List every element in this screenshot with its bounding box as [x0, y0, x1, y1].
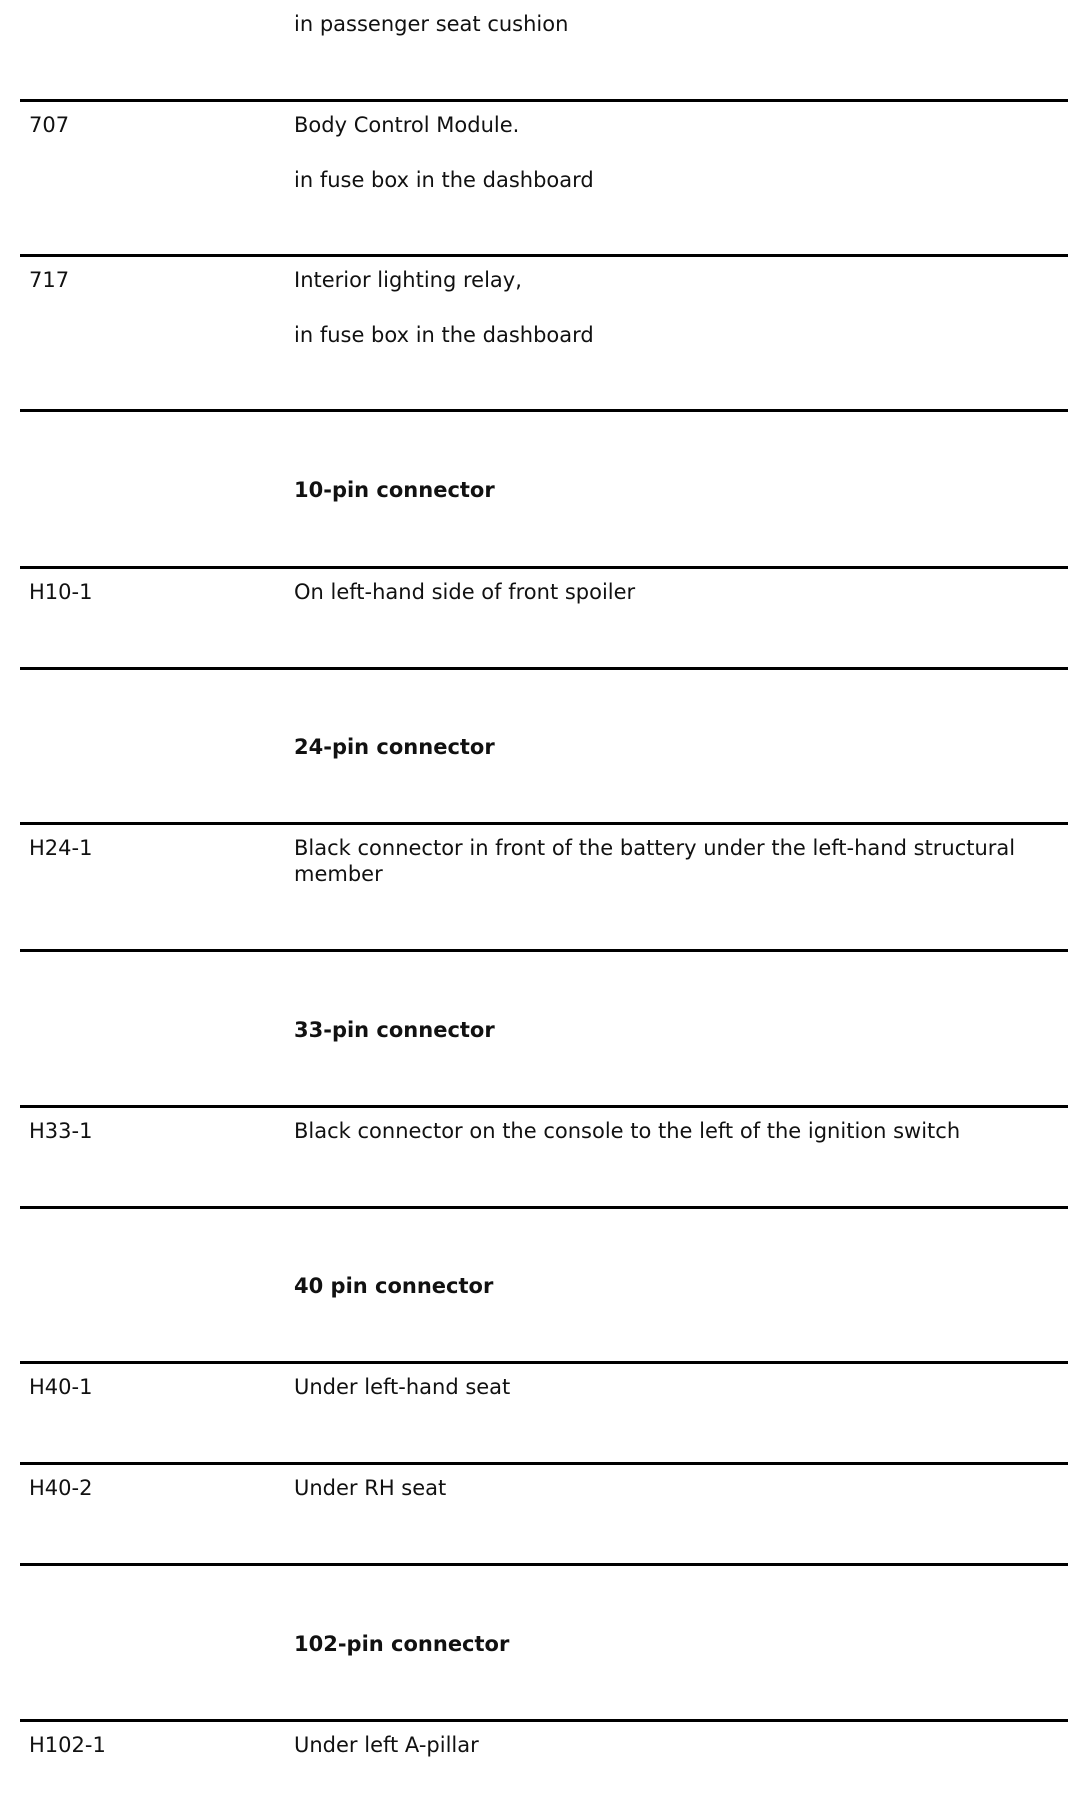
row-divider	[20, 254, 1068, 257]
row-divider	[20, 822, 1068, 825]
section-heading: 33-pin connector	[294, 1018, 495, 1042]
row-divider	[20, 1563, 1068, 1566]
component-code: H33-1	[29, 1119, 93, 1143]
row-description: Black connector on the console to the left of the ignition switch	[294, 1119, 961, 1143]
row-divider	[20, 667, 1068, 670]
row-description: Black connector in front of the battery under the left-hand structural member	[294, 836, 1016, 886]
row-divider	[20, 1206, 1068, 1209]
row-description: Under left-hand seat	[294, 1375, 511, 1399]
component-code: 707	[29, 113, 70, 137]
row-description: Under left A-pillar	[294, 1733, 479, 1757]
component-code: H24-1	[29, 836, 93, 860]
row-divider	[20, 409, 1068, 412]
section-heading: 40 pin connector	[294, 1274, 494, 1298]
row-description: in passenger seat cushion	[294, 12, 569, 36]
component-code: H10-1	[29, 580, 93, 604]
row-description: Body Control Module.	[294, 113, 520, 137]
row-divider	[20, 1462, 1068, 1465]
row-divider	[20, 1105, 1068, 1108]
row-location: in fuse box in the dashboard	[294, 323, 594, 347]
component-code: H40-1	[29, 1375, 93, 1399]
row-description: On left-hand side of front spoiler	[294, 580, 636, 604]
section-heading: 24-pin connector	[294, 735, 495, 759]
row-divider	[20, 99, 1068, 102]
row-location: in fuse box in the dashboard	[294, 168, 594, 192]
component-code: 717	[29, 268, 70, 292]
row-description: Interior lighting relay,	[294, 268, 522, 292]
row-description: Under RH seat	[294, 1476, 447, 1500]
row-divider	[20, 949, 1068, 952]
component-code: H40-2	[29, 1476, 93, 1500]
row-divider	[20, 566, 1068, 569]
component-code: H102-1	[29, 1733, 106, 1757]
row-divider	[20, 1361, 1068, 1364]
section-heading: 102-pin connector	[294, 1632, 510, 1656]
row-divider	[20, 1719, 1068, 1722]
section-heading: 10-pin connector	[294, 478, 495, 502]
